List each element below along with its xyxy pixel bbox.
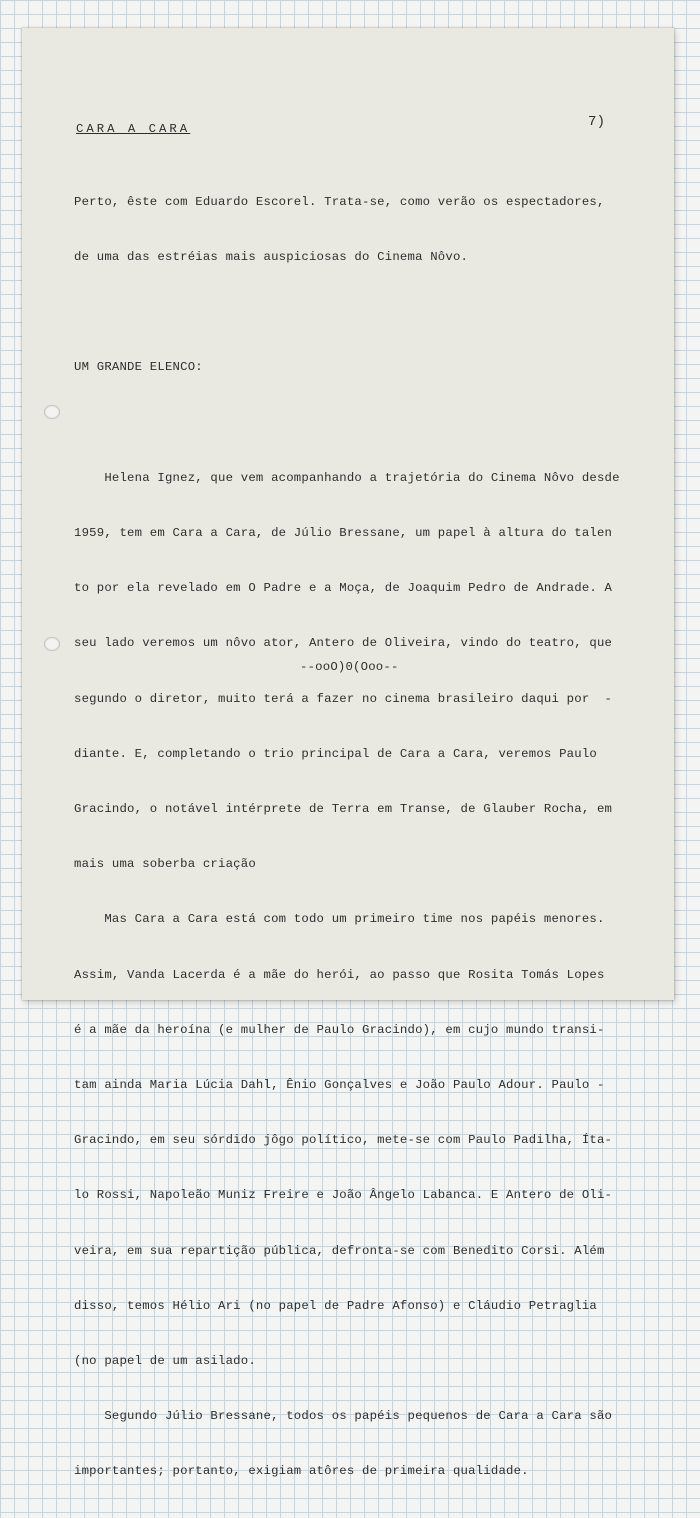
text-line: Mas Cara a Cara está com todo um primeiro time nos papéis menores. [74,912,605,927]
text-line: disso, temos Hélio Ari (no papel de Padre Afonso) e Cláudio Petraglia [74,1298,597,1313]
text-line: veira, em sua repartição pública, defronta-se com Benedito Corsi. Além [74,1243,605,1258]
text-line: 1959, tem em Cara a Cara, de Júlio Bressane, um papel à altura do talen [74,526,613,541]
typewritten-page [22,28,674,1479]
text-line: Assim, Vanda Lacerda é a mãe do herói, ao passo que Rosita Tomás Lopes [74,967,605,982]
text-line: é a mãe da heroína (e mulher de Paulo Gracindo), em cujo mundo transi- [74,1022,605,1037]
text-line: to por ela revelado em O Padre e a Moça, de Joaquim Pedro de Andrade. A [74,581,613,596]
text-line: segundo o diretor, muito terá a fazer no cinema brasileiro daqui por - [74,691,613,706]
text-line: Segundo Júlio Bressane, todos os papéis pequenos de Cara a Cara são [74,1409,613,1424]
text-line: Gracindo, em seu sórdido jôgo político, mete-se com Paulo Padilha, Íta- [74,1133,613,1148]
text-line: Perto, êste com Eduardo Escorel. Trata-se, como verão os espectadores, [74,194,605,209]
punch-hole [44,405,60,419]
text-line: (no papel de um asilado. [74,1354,256,1369]
punch-hole [44,637,60,651]
page-number: 7) [588,114,606,130]
text-line: Helena Ignez, que vem acompanhando a trajetória do Cinema Nôvo desde [74,470,620,485]
text-line: importantes; portanto, exigiam atôres de primeira qualidade. [74,1464,529,1479]
text-line: diante. E, completando o trio principal de Cara a Cara, veremos Paulo [74,746,597,761]
text-line: Gracindo, o notável intérprete de Terra em Transe, de Glauber Rocha, em [74,802,613,817]
section-heading: UM GRANDE ELENCO: [74,360,203,375]
end-mark: --ooO)0(Ooo-- [300,660,399,674]
document-body [74,156,620,1518]
text-line: lo Rossi, Napoleão Muniz Freire e João Ângelo Labanca. E Antero de Oli- [74,1188,613,1203]
text-line: de uma das estréias mais auspiciosas do Cinema Nôvo. [74,250,469,265]
text-line: tam ainda Maria Lúcia Dahl, Ênio Gonçalves e João Paulo Adour. Paulo - [74,1078,605,1093]
text-line: mais uma soberba criação [74,857,256,872]
page-title: CARA A CARA [76,122,191,136]
text-line: seu lado veremos um nôvo ator, Antero de Oliveira, vindo do teatro, que [74,636,613,651]
